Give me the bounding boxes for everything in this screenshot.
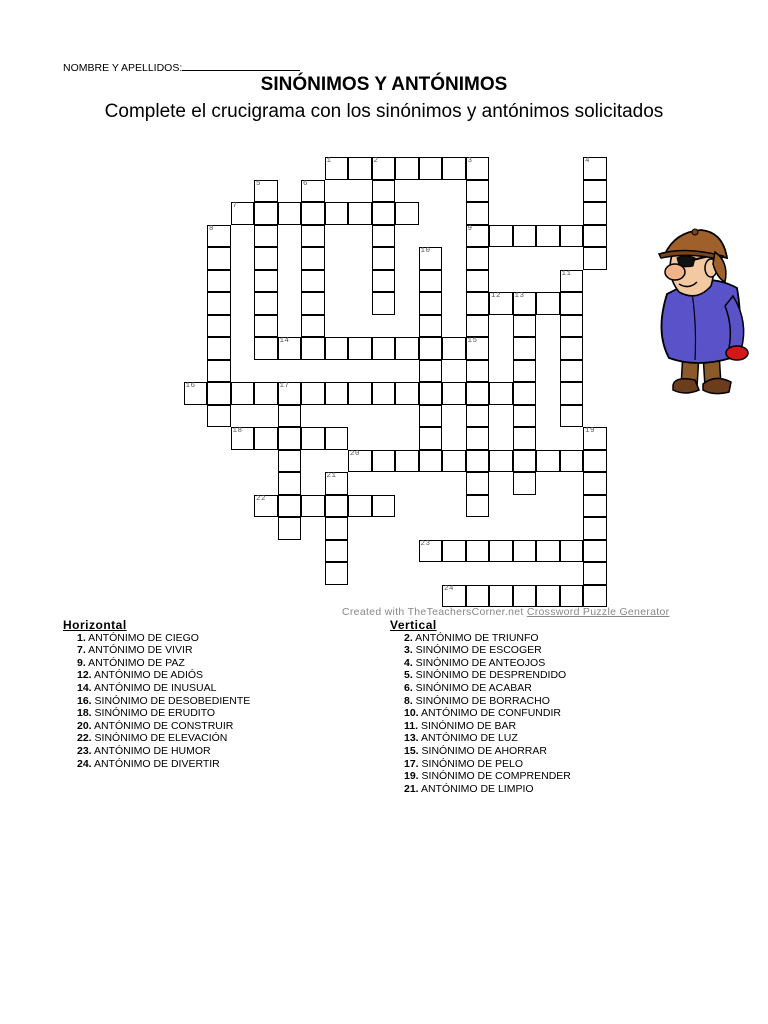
crossword-cell[interactable]: [560, 315, 584, 338]
clue-text: SINÓNIMO DE ESCOGER: [412, 644, 542, 657]
crossword-cell[interactable]: [536, 540, 560, 563]
crossword-cell[interactable]: [466, 585, 490, 608]
crossword-cell[interactable]: [278, 427, 302, 450]
clue-text: SINÓNIMO DE ANTEOJOS: [412, 656, 546, 669]
crossword-cell[interactable]: [466, 225, 490, 248]
crossword-cell[interactable]: [395, 202, 419, 225]
cell-number: 18: [232, 427, 243, 435]
cell-number: 3: [467, 157, 473, 165]
down-clue: [404, 632, 571, 645]
crossword-cell[interactable]: [278, 202, 302, 225]
crossword-cell[interactable]: [466, 472, 490, 495]
crossword-cell[interactable]: [254, 292, 278, 315]
across-clue: [77, 632, 250, 645]
crossword-cell[interactable]: [419, 292, 443, 315]
down-clue: [404, 745, 571, 758]
crossword-cell[interactable]: [442, 382, 466, 405]
crossword-cell[interactable]: [348, 157, 372, 180]
crossword-cell[interactable]: [395, 382, 419, 405]
cell-number: 4: [585, 157, 591, 165]
clue-text: ANTÓNIMO DE CONFUNDIR: [418, 707, 561, 720]
crossword-cell[interactable]: [583, 472, 607, 495]
crossword-cell[interactable]: [489, 292, 513, 315]
crossword-cell[interactable]: [207, 225, 231, 248]
crossword-cell[interactable]: [583, 247, 607, 270]
clue-text: ANTÓNIMO DE DIVERTIR: [91, 757, 220, 770]
crossword-cell[interactable]: [419, 540, 443, 563]
clue-number: 3.: [404, 644, 413, 657]
clue-number: 19.: [404, 770, 419, 783]
crossword-cell[interactable]: [325, 157, 349, 180]
crossword-cell[interactable]: [301, 337, 325, 360]
clue-text: SINÓNIMO DE ACABAR: [412, 681, 532, 694]
crossword-cell[interactable]: [560, 450, 584, 473]
cell-number: 7: [232, 202, 238, 210]
crossword-cell[interactable]: [254, 315, 278, 338]
crossword-cell[interactable]: [325, 540, 349, 563]
crossword-cell[interactable]: [372, 450, 396, 473]
crossword-cell[interactable]: [513, 450, 537, 473]
crossword-cell[interactable]: [560, 540, 584, 563]
down-clue: [404, 669, 571, 682]
crossword-cell[interactable]: [254, 495, 278, 518]
crossword-cell[interactable]: [560, 337, 584, 360]
across-clue: [77, 682, 250, 695]
crossword-cell[interactable]: [466, 360, 490, 383]
crossword-cell[interactable]: [583, 585, 607, 608]
clue-text: SINÓNIMO DE PELO: [418, 757, 524, 770]
crossword-cell[interactable]: [583, 495, 607, 518]
across-clue: [77, 657, 250, 670]
cell-number: 5: [256, 179, 262, 188]
crossword-cell[interactable]: [466, 382, 490, 405]
crossword-cell[interactable]: [348, 337, 372, 360]
crossword-cell[interactable]: [231, 427, 255, 450]
clue-text: ANTÓNIMO DE INUSUAL: [91, 681, 217, 694]
crossword-cell[interactable]: [395, 157, 419, 180]
crossword-cell[interactable]: [207, 337, 231, 360]
cell-number: 14: [279, 337, 290, 345]
clue-number: 22.: [77, 732, 92, 745]
crossword-cell[interactable]: [419, 315, 443, 338]
across-clue: [77, 720, 250, 733]
crossword-cell[interactable]: [207, 292, 231, 315]
clue-number: 15.: [404, 744, 419, 757]
crossword-cell[interactable]: [419, 427, 443, 450]
page-subtitle: Complete el crucigrama con los sinónimos y antónimos solicitados: [104, 101, 664, 122]
clue-text: ANTÓNIMO DE VIVIR: [85, 644, 193, 657]
crossword-cell[interactable]: [513, 585, 537, 608]
crossword-cell[interactable]: [278, 517, 302, 540]
down-clue: [404, 770, 571, 783]
cell-number: 17: [279, 382, 290, 390]
clue-text: SINÓNIMO DE BORRACHO: [412, 694, 550, 707]
crossword-cell[interactable]: [278, 405, 302, 428]
crossword-cell[interactable]: [583, 202, 607, 225]
across-clue: [77, 669, 250, 682]
crossword-cell[interactable]: [466, 247, 490, 270]
crossword-cell[interactable]: [254, 270, 278, 293]
crossword-cell[interactable]: [442, 157, 466, 180]
crossword-cell[interactable]: [254, 225, 278, 248]
clue-number: 5.: [404, 669, 413, 682]
crossword-cell[interactable]: [372, 382, 396, 405]
crossword-cell[interactable]: [466, 427, 490, 450]
crossword-cell[interactable]: [513, 427, 537, 450]
cell-number: 23: [420, 539, 431, 548]
cell-number: 13: [514, 292, 525, 300]
crossword-cell[interactable]: [348, 202, 372, 225]
crossword-cell[interactable]: [207, 382, 231, 405]
clue-number: 24.: [77, 757, 92, 770]
crossword-cell[interactable]: [419, 450, 443, 473]
crossword-cell[interactable]: [325, 337, 349, 360]
crossword-cell[interactable]: [372, 337, 396, 360]
crossword-cell[interactable]: [513, 225, 537, 248]
crossword-cell[interactable]: [442, 540, 466, 563]
cell-number: 12: [491, 292, 502, 300]
crossword-cell[interactable]: [207, 405, 231, 428]
cell-number: 10: [420, 247, 431, 255]
crossword-cell[interactable]: [372, 495, 396, 518]
crossword-cell[interactable]: [513, 292, 537, 315]
crossword-cell[interactable]: [348, 495, 372, 518]
crossword-cell[interactable]: [489, 585, 513, 608]
clue-text: ANTÓNIMO DE LIMPIO: [418, 782, 534, 795]
crossword-cell[interactable]: [207, 247, 231, 270]
cell-number: 20: [350, 449, 361, 458]
across-clue: [77, 732, 250, 745]
crossword-cell[interactable]: [583, 562, 607, 585]
crossword-cell[interactable]: [372, 292, 396, 315]
crossword-cell[interactable]: [583, 540, 607, 563]
crossword-cell[interactable]: [325, 202, 349, 225]
down-clue: [404, 707, 571, 720]
clue-number: 17.: [404, 757, 419, 770]
crossword-cell[interactable]: [278, 337, 302, 360]
crossword-cell[interactable]: [254, 382, 278, 405]
crossword-cell[interactable]: [489, 382, 513, 405]
clue-number: 9.: [77, 656, 86, 669]
crossword-cell[interactable]: [442, 450, 466, 473]
clue-text: ANTÓNIMO DE TRIUNFO: [412, 631, 539, 644]
cell-number: 9: [467, 224, 473, 233]
crossword-cell[interactable]: [207, 360, 231, 383]
crossword-cell[interactable]: [254, 180, 278, 203]
crossword-cell[interactable]: [301, 270, 325, 293]
cell-number: 6: [303, 179, 309, 188]
crossword-cell[interactable]: [466, 495, 490, 518]
clue-text: SINÓNIMO DE DESOBEDIENTE: [91, 694, 251, 707]
crossword-cell[interactable]: [560, 405, 584, 428]
name-blank-field[interactable]: [182, 60, 300, 71]
cell-number: 2: [373, 157, 379, 165]
clue-text: SINÓNIMO DE AHORRAR: [418, 744, 547, 757]
crossword-cell[interactable]: [466, 540, 490, 563]
crossword-cell[interactable]: [348, 382, 372, 405]
crossword-cell[interactable]: [301, 495, 325, 518]
cell-number: 8: [209, 224, 215, 233]
down-clue: [404, 644, 571, 657]
crossword-cell[interactable]: [466, 157, 490, 180]
crossword-cell[interactable]: [466, 315, 490, 338]
crossword-cell[interactable]: [513, 540, 537, 563]
crossword-cell[interactable]: [466, 450, 490, 473]
crossword-cell[interactable]: [372, 157, 396, 180]
crossword-cell[interactable]: [301, 427, 325, 450]
clue-number: 23.: [77, 744, 92, 757]
name-label: NOMBRE Y APELLIDOS:: [63, 62, 183, 74]
crossword-cell[interactable]: [301, 247, 325, 270]
clue-text: ANTÓNIMO DE CONSTRUIR: [91, 719, 234, 732]
crossword-cell[interactable]: [419, 360, 443, 383]
clue-text: SINÓNIMO DE BAR: [418, 719, 517, 732]
cell-number: 19: [585, 427, 596, 435]
across-clue-list: [63, 632, 250, 771]
cell-number: 22: [256, 494, 267, 503]
crossword-cell[interactable]: [466, 405, 490, 428]
crossword-cell[interactable]: [301, 202, 325, 225]
cell-number: 16: [185, 382, 196, 390]
crossword-cell[interactable]: [325, 562, 349, 585]
generator-credit: [342, 606, 669, 618]
crossword-cell[interactable]: [513, 315, 537, 338]
crossword-cell[interactable]: [442, 337, 466, 360]
crossword-cell[interactable]: [513, 382, 537, 405]
detective-cartoon-icon: [645, 222, 755, 404]
clue-text: SINÓNIMO DE ERUDITO: [91, 707, 216, 720]
crossword-cell[interactable]: [372, 180, 396, 203]
cell-number: 11: [561, 269, 572, 278]
cell-number: 15: [467, 337, 478, 345]
crossword-cell[interactable]: [301, 225, 325, 248]
across-clue: [77, 695, 250, 708]
clue-number: 4.: [404, 656, 413, 669]
down-clue: [404, 657, 571, 670]
crossword-cell[interactable]: [231, 202, 255, 225]
crossword-cell[interactable]: [583, 427, 607, 450]
crossword-cell[interactable]: [513, 337, 537, 360]
crossword-cell[interactable]: [301, 382, 325, 405]
page-title: SINÓNIMOS Y ANTÓNIMOS: [260, 74, 508, 95]
crossword-cell[interactable]: [325, 472, 349, 495]
crossword-cell[interactable]: [489, 450, 513, 473]
across-clues: [63, 619, 250, 770]
crossword-cell[interactable]: [513, 360, 537, 383]
crossword-cell[interactable]: [325, 517, 349, 540]
crossword-cell[interactable]: [184, 382, 208, 405]
clue-text: SINÓNIMO DE DESPRENDIDO: [412, 669, 567, 682]
clue-text: ANTÓNIMO DE PAZ: [85, 656, 185, 669]
across-clue: [77, 745, 250, 758]
down-clue: [404, 720, 571, 733]
clue-number: 12.: [77, 669, 92, 682]
crossword-cell[interactable]: [560, 292, 584, 315]
crossword-cell[interactable]: [560, 225, 584, 248]
crossword-cell[interactable]: [325, 495, 349, 518]
clue-text: ANTÓNIMO DE HUMOR: [91, 744, 211, 757]
down-clue-list: [390, 632, 571, 796]
crossword-cell[interactable]: [583, 180, 607, 203]
crossword-cell[interactable]: [254, 202, 278, 225]
crossword-cell[interactable]: [419, 405, 443, 428]
clue-number: 16.: [77, 694, 92, 707]
crossword-cell[interactable]: [419, 157, 443, 180]
crossword-cell[interactable]: [536, 585, 560, 608]
down-clue: [404, 682, 571, 695]
across-heading: Horizontal: [63, 618, 127, 632]
clue-text: ANTÓNIMO DE LUZ: [418, 732, 518, 745]
clue-text: ANTÓNIMO DE ADIÓS: [91, 669, 204, 682]
cell-number: 21: [326, 472, 337, 480]
crossword-cell[interactable]: [466, 292, 490, 315]
down-clue: [404, 695, 571, 708]
crossword-cell[interactable]: [395, 450, 419, 473]
crossword-cell[interactable]: [513, 405, 537, 428]
crossword-cell[interactable]: [466, 337, 490, 360]
crossword-cell[interactable]: [372, 270, 396, 293]
crossword-cell[interactable]: [254, 247, 278, 270]
crossword-cell[interactable]: [489, 540, 513, 563]
across-clue: [77, 707, 250, 720]
credit-link[interactable]: Crossword Puzzle Generator: [526, 606, 670, 618]
crossword-cell[interactable]: [419, 382, 443, 405]
crossword-cell[interactable]: [231, 382, 255, 405]
crossword-cell[interactable]: [536, 225, 560, 248]
crossword-cell[interactable]: [513, 472, 537, 495]
crossword-cell[interactable]: [560, 585, 584, 608]
cell-number: 1: [326, 157, 332, 165]
crossword-cell[interactable]: [583, 225, 607, 248]
crossword-cell[interactable]: [348, 450, 372, 473]
crossword-cell[interactable]: [466, 270, 490, 293]
crossword-cell[interactable]: [325, 382, 349, 405]
down-clue: [404, 758, 571, 771]
crossword-cell[interactable]: [489, 225, 513, 248]
crossword-cell[interactable]: [301, 180, 325, 203]
clue-text: SINÓNIMO DE COMPRENDER: [418, 770, 571, 783]
clue-number: 11.: [404, 719, 419, 732]
crossword-cell[interactable]: [207, 315, 231, 338]
clue-text: ANTÓNIMO DE CIEGO: [85, 631, 199, 644]
crossword-cell[interactable]: [372, 225, 396, 248]
clue-number: 2.: [404, 631, 413, 644]
crossword-cell[interactable]: [419, 270, 443, 293]
crossword-cell[interactable]: [466, 202, 490, 225]
clue-number: 8.: [404, 694, 413, 707]
clue-number: 21.: [404, 782, 419, 795]
crossword-cell[interactable]: [419, 247, 443, 270]
crossword-cell[interactable]: [301, 315, 325, 338]
clue-number: 20.: [77, 719, 92, 732]
crossword-cell[interactable]: [560, 270, 584, 293]
clue-text: SINÓNIMO DE ELEVACIÓN: [91, 732, 228, 745]
crossword-cell[interactable]: [583, 450, 607, 473]
across-clue: [77, 758, 250, 771]
credit-prefix: Created with TheTeachersCorner.net: [342, 606, 527, 618]
crossword-cell[interactable]: [254, 427, 278, 450]
crossword-cell[interactable]: [372, 202, 396, 225]
clue-number: 1.: [77, 631, 86, 644]
crossword-cell[interactable]: [278, 382, 302, 405]
crossword-cell[interactable]: [254, 337, 278, 360]
down-clue: [404, 783, 571, 796]
crossword-cell[interactable]: [442, 585, 466, 608]
crossword-cell[interactable]: [278, 450, 302, 473]
crossword-cell[interactable]: [395, 337, 419, 360]
clue-number: 10.: [404, 707, 419, 720]
cell-number: 24: [444, 584, 455, 593]
crossword-cell[interactable]: [466, 180, 490, 203]
down-heading: Vertical: [390, 618, 437, 632]
clue-number: 18.: [77, 707, 92, 720]
crossword-cell[interactable]: [278, 472, 302, 495]
crossword-cell[interactable]: [207, 270, 231, 293]
crossword-cell[interactable]: [419, 337, 443, 360]
crossword-cell[interactable]: [560, 360, 584, 383]
name-line: [63, 60, 300, 74]
crossword-cell[interactable]: [301, 292, 325, 315]
across-clue: [77, 644, 250, 657]
clue-number: 14.: [77, 681, 92, 694]
crossword-cell[interactable]: [325, 427, 349, 450]
clue-number: 7.: [77, 644, 86, 657]
crossword-cell[interactable]: [372, 247, 396, 270]
down-clues: [390, 619, 571, 795]
down-clue: [404, 732, 571, 745]
crossword-cell[interactable]: [583, 157, 607, 180]
clue-number: 13.: [404, 732, 419, 745]
crossword-cell[interactable]: [278, 495, 302, 518]
crossword-cell[interactable]: [536, 292, 560, 315]
crossword-cell[interactable]: [536, 450, 560, 473]
crossword-cell[interactable]: [560, 382, 584, 405]
crossword-cell[interactable]: [583, 517, 607, 540]
clue-number: 6.: [404, 681, 413, 694]
